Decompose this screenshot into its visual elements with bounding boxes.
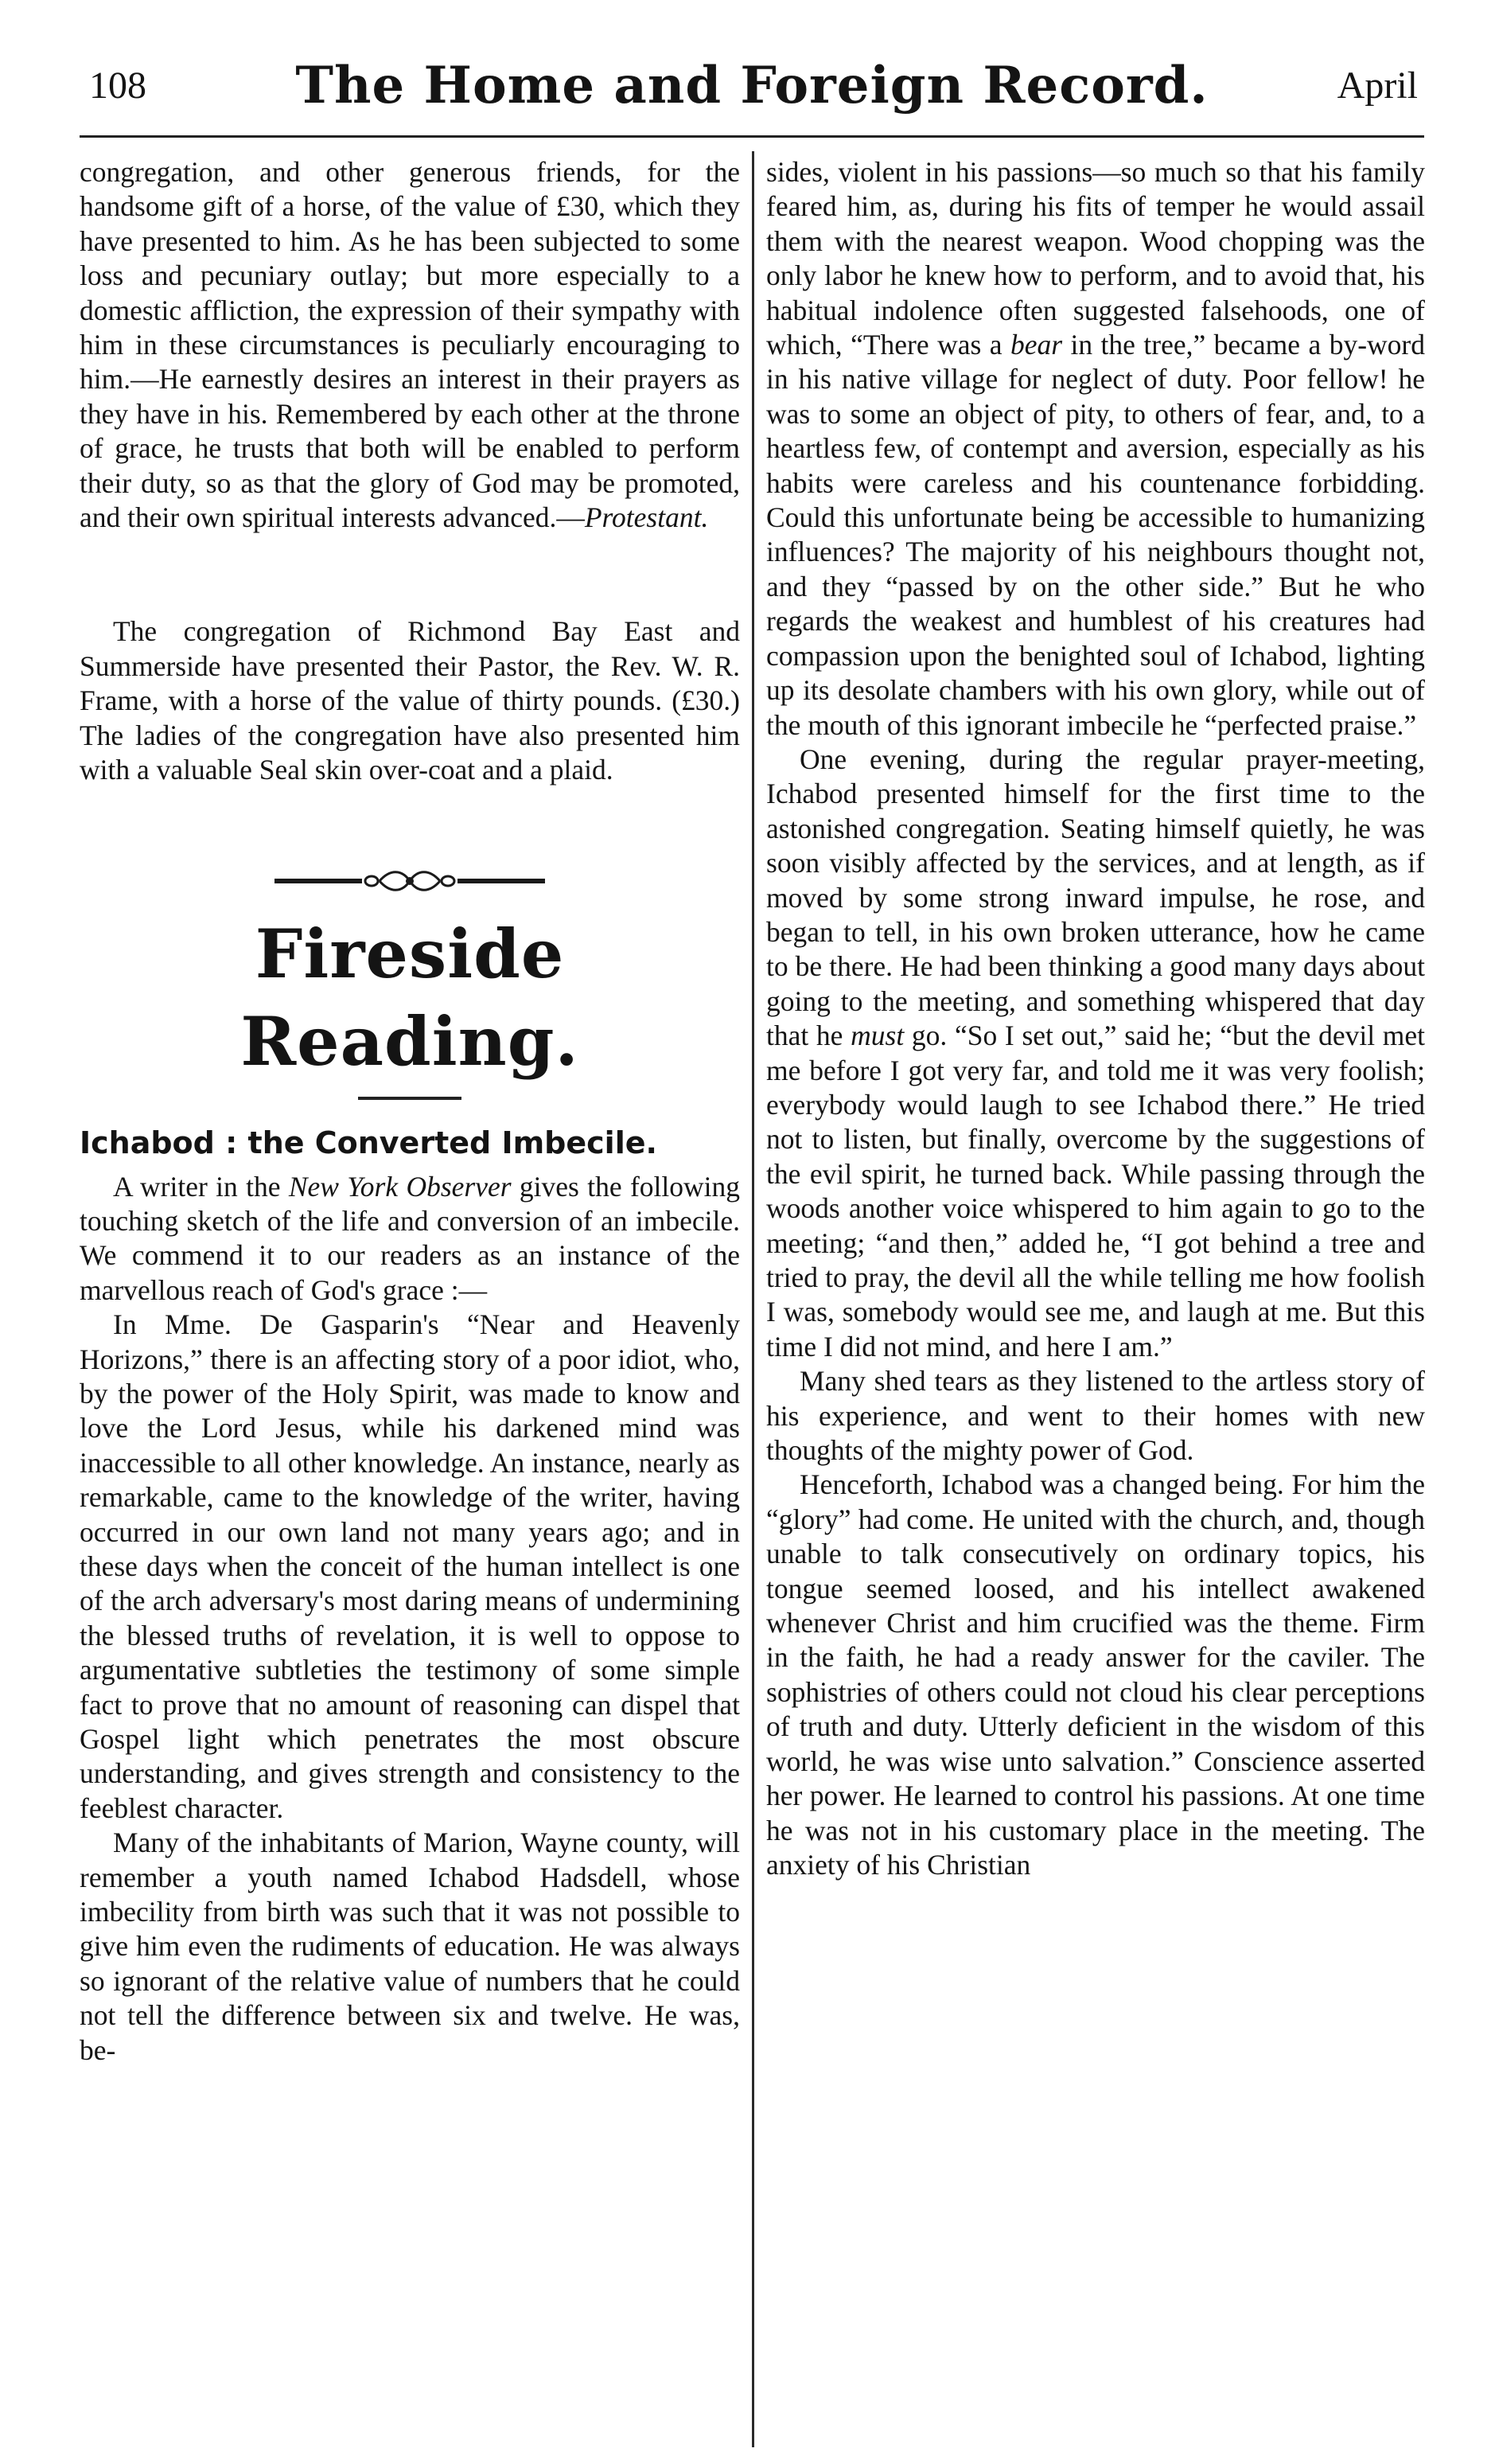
spacer — [80, 788, 740, 867]
paragraph: The congregation of Richmond Bay East and Summerside have presented their Pastor, the Rev. W. R. Frame, with a horse of the value of thirty pounds. (£30.) The ladies of the congregation have also presented him with a valuable Seal skin over-coat and a plaid. — [80, 615, 740, 786]
source-credit: Protestant. — [584, 501, 709, 534]
column-divider — [752, 151, 754, 2447]
journal-title: The Home and Foreign Record. — [295, 56, 1209, 115]
paragraph-text: gives the following touching sketch of the life and conversion of an imbecile. We commend it to our readers as an instance of the marvellous reach of God's grace :— — [80, 1170, 740, 1306]
article-title: Ichabod : the Converted Imbecile. — [80, 1125, 657, 1160]
paragraph: In Mme. De Gasparin's “Near and Heavenly Horizons,” there is an affecting story of a poor idiot, who, by the power of the Holy Spirit, was made to know and love the Lord Jesus, while his darkened mind was inaccessible to all other knowledge. An instance, nearly as remarkable, came to the knowledge of the writer, having occurred in our own land not many years ago; and in these days when the conceit of the human intellect is one of the arch adversary's most daring means of undermining the blessed truths of revelation, it is well to oppose to argumentative subtleties the testimony of some simple fact to prove that no amount of reasoning can dispel that Gospel light which penetrates the most obscure understanding, and gives strength and consistency to the feeblest character. — [80, 1308, 740, 1824]
paragraph: Many shed tears as they listened to the artless story of his experience, and went to their homes with new thoughts of the mighty power of God. — [766, 1365, 1425, 1467]
paragraph-text: congregation, and other generous friends, for the handsome gift of a horse, of the value of £30, which they have presented to him. As he has been subjected to some loss and pecuniary outlay; but more especially to a domestic affliction, the expression of their sympathy with him in these circumstances is peculiarly encouraging to him.—He earnestly desires an interest in their prayers as they have in his. Remembered by each other at the throne of grace, he trusts that both will be enabled to perform their duty, so as that the glory of God may be promoted, and their own spiritual interests advanced.— — [80, 156, 740, 534]
page-number: 108 — [89, 64, 146, 107]
issue-month: April — [1337, 64, 1418, 107]
emphasis: must — [851, 1020, 905, 1052]
ornament-divider-icon — [274, 867, 545, 895]
paragraph — [766, 743, 1425, 1364]
paragraph-text: in the tree,” became a by-word in his native village for neglect of duty. Poor fellow! he was to some an object of pity, to others of fear, and, to a heartless few, of contempt and aversion, especially as his habits were careless and his countenance forbidding. Could this unfortunate being be accessible to humanizing influences? The majority of his neighbours thought not, and they “passed by on the other side.” But he who regards the weakest and humblest of his creatures had compassion upon the benighted soul of Ichabod, lighting up its desolate chambers with his own glory, while out of the mouth of this ignorant imbecile he “perfected praise.” — [766, 329, 1425, 741]
paragraph — [80, 1170, 740, 1308]
left-column — [80, 155, 740, 2439]
page-header — [80, 48, 1424, 138]
paragraph: Henceforth, Ichabod was a changed being. For him the “glory” had come. He united with the church, and, though unable to talk consecutively on ordinary topics, his tongue seemed loosed, and his intellect awakened whenever Christ and him crucified was the theme. Firm in the faith, he had a ready answer for the caviler. The sophistries of others could not cloud his clear perceptions of truth and duty. Utterly deficient in the wisdom of this world, he was wise unto salvation.” Conscience asserted her power. He learned to control his passions. At one time he was not in his customary place in the meeting. The anxiety of his Christian — [766, 1468, 1425, 1881]
title-rule — [358, 1097, 461, 1100]
paragraph-text: One evening, during the regular prayer-meeting, Ichabod presented himself for the first time to the astonished congregation. Seating himself quietly, he was soon visibly affected by the services, and at length, as if moved by some strong inward impulse, he rose, and began to tell, in his own broken utterance, how he came to be there. He had been thinking a good many days about going to the meeting, and something whispered that day that he — [766, 743, 1425, 1052]
paragraph — [80, 155, 740, 535]
paragraph — [766, 155, 1425, 743]
paragraph-text: sides, violent in his passions—so much so that his family feared him, as, during his fits of temper he would assail them with the nearest weapon. Wood chopping was the only labor he knew how to perform, and to avoid that, his habitual indolence often suggested falsehoods, one of which, “There was a — [766, 156, 1425, 361]
emphasis: bear — [1010, 329, 1063, 361]
newspaper-name: New York Observer — [288, 1170, 512, 1203]
paragraph-text: A writer in the — [113, 1170, 289, 1203]
paragraph-text: go. “So I set out,” said he; “but the devil met me before I got very far, and told me it was very foolish; everybody would laugh to see Ichabod there.” He tried not to listen, but finally, overcome by the suggestions of the evil spirit, he turned back. While passing through the woods another voice whispered to him again to go to the meeting; “and then,” added he, “I got behind a tree and tried to pray, the devil all the while telling me how foolish I was, somebody would see me, and laugh at me. But this time I did not mind, and here I am.” — [766, 1020, 1425, 1363]
paragraph: Many of the inhabitants of Marion, Wayne county, will remember a youth named Ichabod Hadsdell, whose imbecility from birth was such that it was not possible to give him even the rudiments of education. He was always so ignorant of the relative value of numbers that he could not tell the difference between six and twelve. He was, be- — [80, 1827, 740, 2066]
section-title: Fireside Reading. — [240, 914, 579, 1081]
spacer — [80, 535, 740, 614]
right-column — [766, 155, 1425, 2439]
